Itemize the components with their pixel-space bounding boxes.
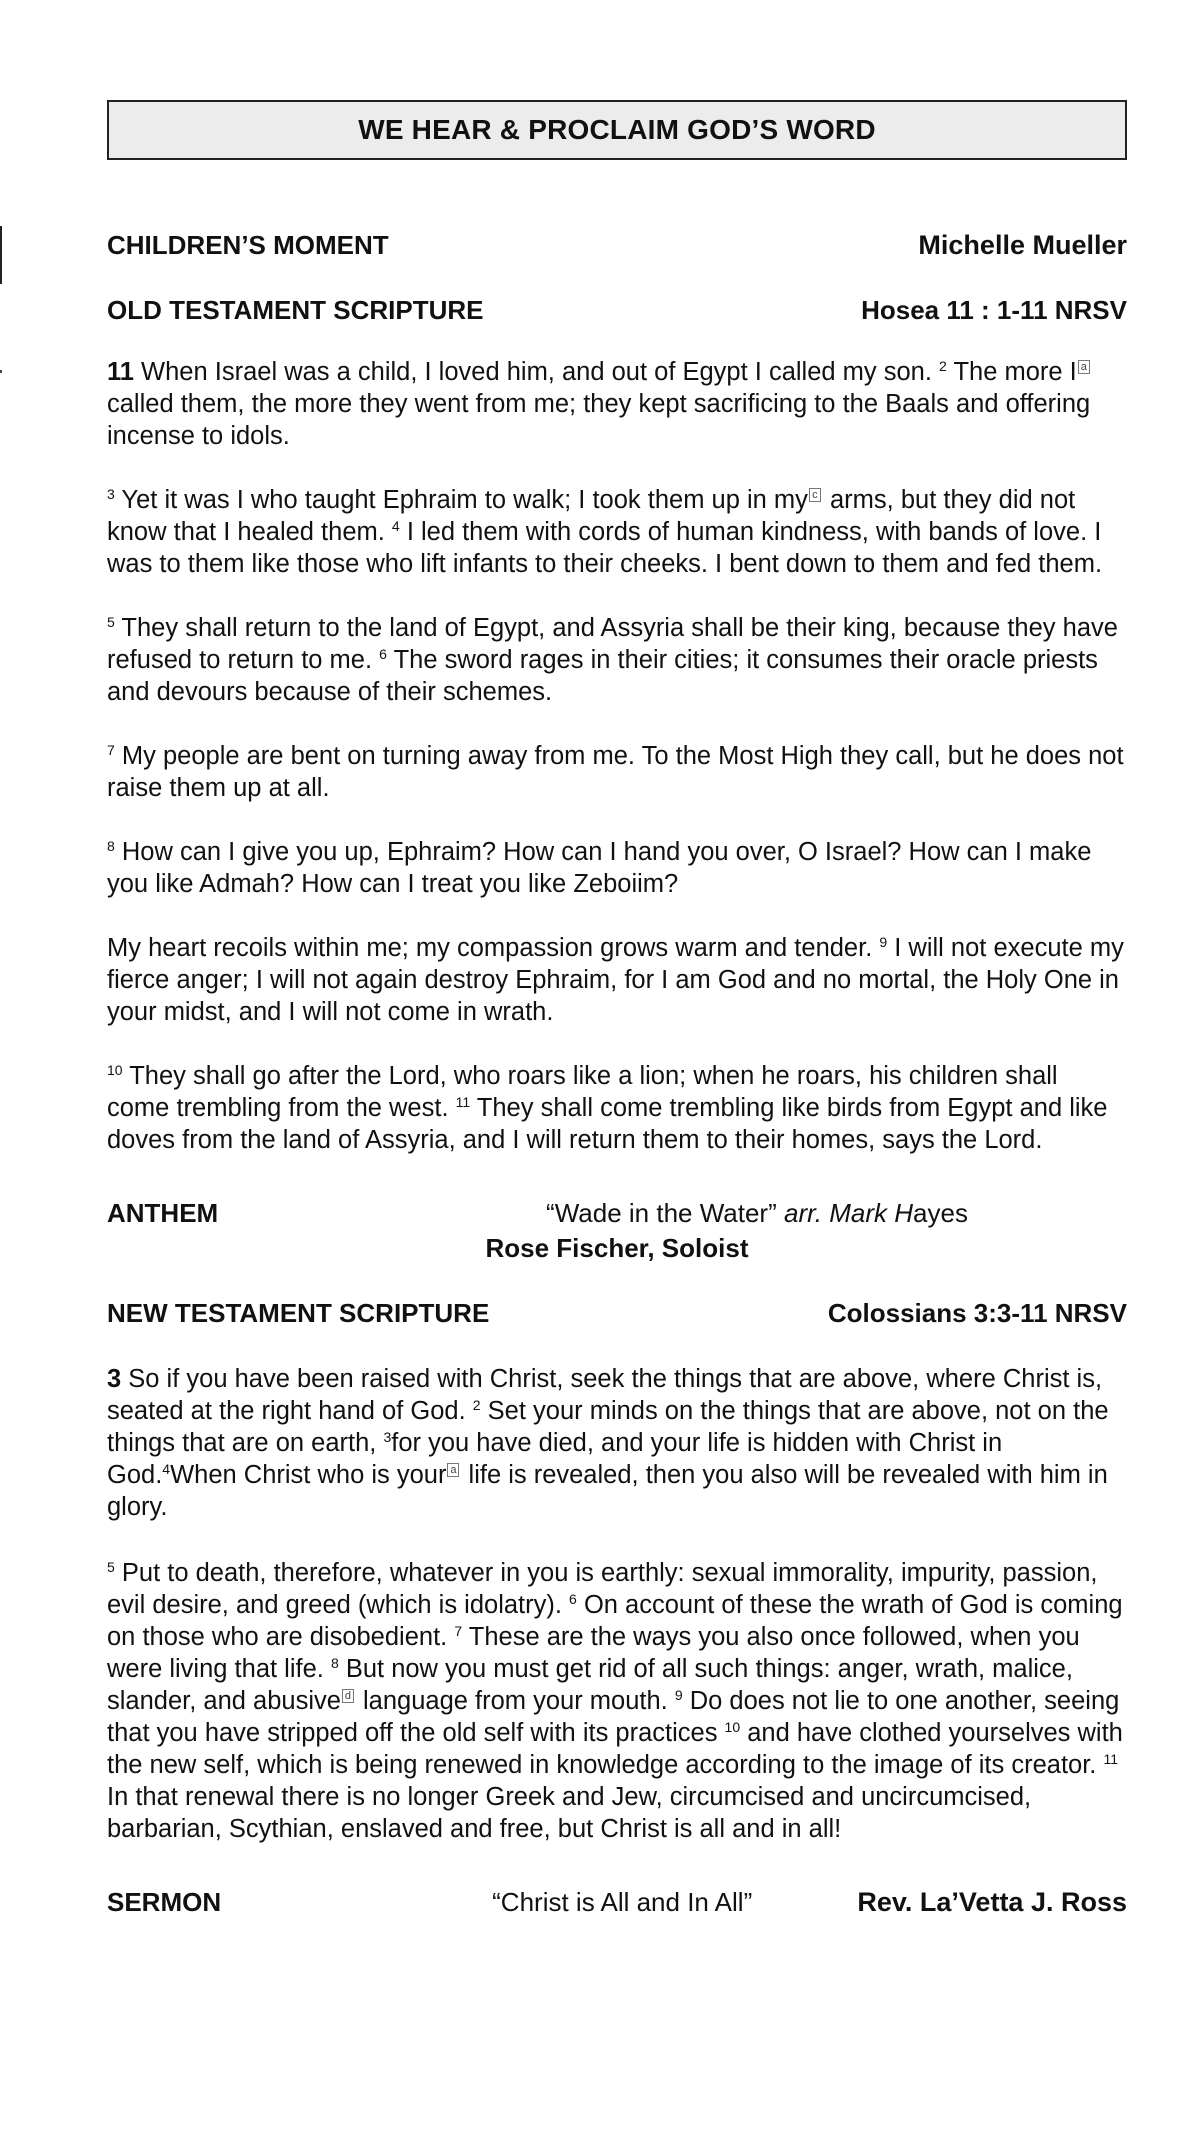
verse-text: I will not execute my fierce anger; I will not again destroy Ephraim, for I am God and no mortal, the Holy One in your midst, and I will not come in wrath.	[107, 934, 1124, 1026]
verse-text: The sword rages in their cities; it consumes their oracle priests and devours because of their schemes.	[107, 646, 1098, 706]
verse-number: 6	[379, 646, 387, 662]
verse-text: When Christ who is your	[170, 1461, 447, 1489]
verse-text: Yet it was I who taught Ephraim to walk; I took them up in my	[121, 486, 808, 514]
anthem-row	[107, 1198, 1127, 1229]
verse-number: 9	[879, 934, 888, 950]
verse-text: But now you must get rid of all such things: anger, wrath, malice, slander, and abusive	[107, 1655, 1073, 1715]
margin-dot	[0, 370, 2, 373]
anthem-soloist: Rose Fischer, Soloist	[485, 1233, 749, 1263]
anthem-label: ANTHEM	[107, 1198, 219, 1228]
verse-number: 4	[391, 518, 400, 534]
verse-number: 2	[472, 1397, 481, 1413]
verse-number: 7	[107, 742, 115, 758]
verse-number: 10	[107, 1062, 123, 1078]
margin-line	[0, 226, 2, 284]
verse-text: On account of these the wrath of God is coming on those who are disobedient.	[107, 1591, 1123, 1651]
ot-paragraph-2	[107, 484, 1127, 580]
verse-number: 9	[674, 1687, 683, 1703]
verse-number: 2	[939, 358, 947, 374]
footnote-link[interactable]: c	[809, 488, 821, 502]
verse-text: called them, the more they went from me; they kept sacrificing to the Baals and offering incense to idols.	[107, 390, 1091, 450]
ot-paragraph-1	[107, 356, 1127, 452]
anthem-title: “Wade in the Water”	[546, 1198, 777, 1228]
verse-text: life is revealed, then you also will be revealed with him in glory.	[107, 1461, 1108, 1521]
footnote-link[interactable]: d	[342, 1689, 354, 1703]
ot-paragraph-7	[107, 1060, 1127, 1156]
verse-text: The more I	[953, 358, 1077, 386]
new-testament-reference: Colossians 3:3-11 NRSV	[827, 1298, 1127, 1328]
verse-text: In that renewal there is no longer Greek and Jew, circumcised and uncircumcised, barbarian, Scythian, enslaved and free, but Christ is all and in all!	[107, 1783, 1032, 1843]
new-testament-row	[107, 1298, 1127, 1329]
old-testament-reference: Hosea 11 : 1-11 NRSV	[861, 295, 1127, 325]
verse-number: 6	[569, 1591, 577, 1607]
ot-paragraph-5	[107, 836, 1127, 900]
verse-number: 11	[1103, 1751, 1119, 1767]
bulletin-page	[107, 100, 1127, 1918]
verse-text: My people are bent on turning away from me. To the Most High they call, but he does not raise them up at all.	[107, 742, 1124, 802]
verse-text: language from your mouth.	[355, 1687, 675, 1715]
verse-text: Set your minds on the things that are above, not on the things that are on earth,	[107, 1397, 1109, 1457]
ot-paragraph-3	[107, 612, 1127, 708]
verse-text: These are the ways you also once followed, when you were living that life.	[107, 1623, 1080, 1683]
footnote-link[interactable]: a	[1078, 360, 1090, 374]
verse-number: 3	[107, 486, 115, 502]
childrens-moment-leader: Michelle Mueller	[918, 230, 1127, 260]
old-testament-label: OLD TESTAMENT SCRIPTURE	[107, 295, 484, 325]
verse-number: 5	[107, 1559, 115, 1575]
verse-text: How can I give you up, Ephraim? How can I hand you over, O Israel? How can I make you like Admah? How can I treat you like Zeboiim?	[107, 838, 1092, 898]
verse-text: They shall go after the Lord, who roars like a lion; when he roars, his children shall come trembling from the west.	[107, 1062, 1058, 1122]
verse-number: 11	[107, 358, 134, 386]
verse-text: and have clothed yourselves with the new self, which is being renewed in knowledge according to the image of its creator.	[107, 1719, 1123, 1779]
childrens-moment-label: CHILDREN’S MOMENT	[107, 230, 389, 260]
anthem-arranger-prefix: arr. Mark H	[783, 1198, 914, 1228]
verse-number: 7	[454, 1623, 463, 1639]
verse-number: 8	[330, 1655, 339, 1671]
nt-paragraph-1	[107, 1363, 1127, 1523]
verse-number: 11	[455, 1094, 471, 1110]
verse-text: for you have died, and your life is hidden with Christ in God.	[107, 1429, 1003, 1489]
anthem-title-line	[387, 1198, 1127, 1229]
nt-paragraph-2	[107, 1557, 1127, 1845]
verse-number: 8	[107, 838, 115, 854]
verse-text: arms, but they did not know that I healed them.	[107, 486, 1076, 546]
verse-text: My heart recoils within me; my compassion grows warm and tender.	[107, 934, 880, 962]
sermon-row	[107, 1887, 1127, 1918]
childrens-moment-row	[107, 230, 1127, 261]
anthem-arranger-suffix: ayes	[913, 1198, 968, 1228]
new-testament-label: NEW TESTAMENT SCRIPTURE	[107, 1298, 490, 1328]
verse-number: 3	[383, 1429, 392, 1445]
old-testament-row	[107, 295, 1127, 326]
ot-paragraph-6	[107, 932, 1127, 1028]
verse-number: 5	[107, 614, 115, 630]
sermon-title: “Christ is All and In All”	[492, 1887, 753, 1917]
ot-paragraph-4	[107, 740, 1127, 804]
verse-number: 3	[107, 1365, 122, 1393]
verse-text: They shall come trembling like birds from Egypt and like doves from the land of Assyria, and I will return them to their homes, says the Lord.	[107, 1094, 1108, 1154]
footnote-link[interactable]: a	[447, 1463, 459, 1477]
verse-text: When Israel was a child, I loved him, and out of Egypt I called my son.	[133, 358, 940, 386]
verse-text: Do does not lie to one another, seeing that you have stripped off the old self with its practices	[107, 1687, 1120, 1747]
verse-number: 10	[724, 1719, 741, 1735]
verse-text: They shall return to the land of Egypt, and Assyria shall be their king, because they have refused to return to me.	[107, 614, 1118, 674]
verse-number: 4	[162, 1461, 171, 1477]
sermon-preacher: Rev. La’Vetta J. Ross	[857, 1887, 1127, 1917]
section-banner: WE HEAR & PROCLAIM GOD’S WORD	[107, 100, 1127, 160]
verse-text: So if you have been raised with Christ, seek the things that are above, where Christ is, seated at the right hand of God.	[107, 1365, 1103, 1425]
verse-text: Put to death, therefore, whatever in you is earthly: sexual immorality, impurity, passion, evil desire, and greed (which is idolatry).	[107, 1559, 1098, 1619]
sermon-label: SERMON	[107, 1887, 222, 1917]
verse-text: I led them with cords of human kindness, with bands of love. I was to them like those who lift infants to their cheeks. I bent down to them and fed them.	[107, 518, 1103, 578]
